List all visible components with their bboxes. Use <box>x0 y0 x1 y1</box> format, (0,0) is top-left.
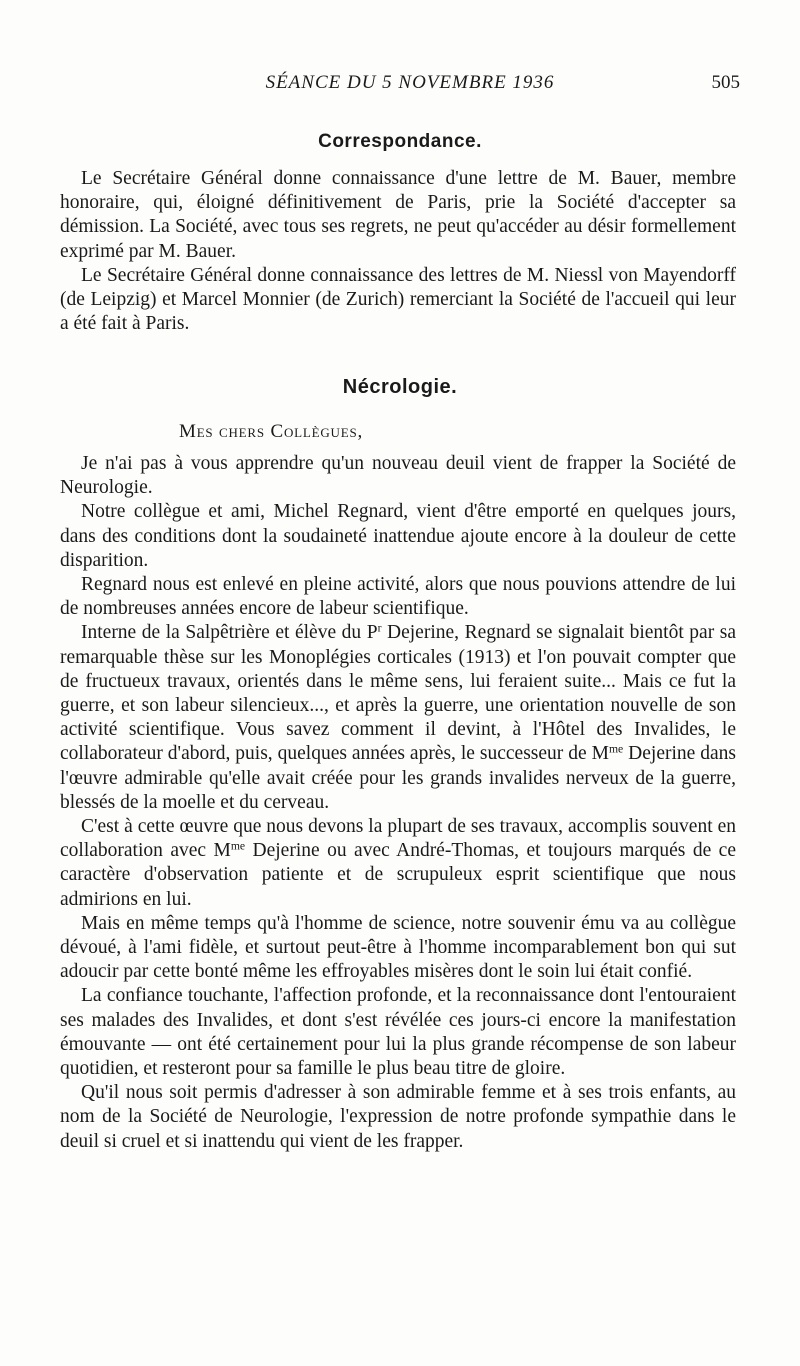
superscript: me <box>608 743 624 757</box>
paragraph: La confiance touchante, l'affection profonde, et la reconnaissance dont l'entouraient ses malades des Invalides, et dont s'est révélée ces jours-ci encore la manifestation émouvante — ont été certainement pour lui la plus grande récompense de son labeur quotidien, et resteront pour sa famille le plus beau titre de gloire. <box>60 985 736 1080</box>
page-number: 505 <box>711 72 740 93</box>
paragraph: Le Secrétaire Général donne connaissance des lettres de M. Niessl von Mayendorff (de Leipzig) et Marcel Monnier (de Zurich) remerciant la Société de l'accueil qui leur a été fait à Paris. <box>60 264 736 335</box>
correspondance-body <box>60 167 736 336</box>
salutation: Mes chers Collègues, <box>179 421 364 442</box>
section-heading-correspondance: Correspondance. <box>318 131 482 152</box>
paragraph: Mais en même temps qu'à l'homme de science, notre souvenir ému va au collègue dévoué, à l'ami fidèle, et surtout peut-être à l'homme incomparablement bon qui sut adoucir par cette bonté même les effroyables misères dont le soin lui était confié. <box>60 912 736 983</box>
text-run: Interne de la Salpêtrière et élève du P <box>81 622 378 644</box>
text-run: Dejerine dans l'œuvre admirable qu'elle avait créée pour les grands invalides nerveux de la guerre, blessés de la moelle et du cerveau. <box>60 743 736 813</box>
text-run: Dejerine ou avec André-Thomas, et toujours marqués de ce caractère d'observation patiente et de scrupuleux esprit scientifique que nous admirions en lui. <box>60 840 736 910</box>
superscript: me <box>230 839 246 853</box>
paragraph <box>60 621 736 815</box>
paragraph: Regnard nous est enlevé en pleine activité, alors que nous pouvions attendre de lui de nombreuses années encore de labeur scientifique. <box>60 574 736 620</box>
section-heading-necrologie: Nécrologie. <box>342 376 458 398</box>
paragraph: Notre collègue et ami, Michel Regnard, vient d'être emporté en quelques jours, dans des conditions dont la soudaineté inattendue ajoute encore à la douleur de cette disparition. <box>60 501 736 571</box>
running-title: SÉANCE DU 5 NOVEMBRE 1936 <box>265 72 555 93</box>
paragraph: Qu'il nous soit permis d'adresser à son admirable femme et à ses trois enfants, au nom de la Société de Neurologie, l'expression de notre profonde sympathie dans le deuil si cruel et si inattendu qui vient de les frapper. <box>60 1082 736 1152</box>
necrologie-body <box>60 452 736 1154</box>
text-run: C'est à cette œuvre que nous devons la plupart de ses travaux, accomplis souvent en collaboration avec M <box>60 816 736 862</box>
superscript: r <box>377 622 382 635</box>
paragraph: Je n'ai pas à vous apprendre qu'un nouveau deuil vient de frapper la Société de Neurologie. <box>60 453 736 499</box>
text-run: Dejerine, Regnard se signalait bientôt par sa remarquable thèse sur les Monoplégies corticales (1913) et l'on pouvait compter que de fructueux travaux, orientés dans le même sens, lui feraient suite... Mais ce fut la guerre, et son labeur silencieux..., et après la guerre, une orientation nouvelle de son activité scientifique. Vous savez comment il devint, à l'Hôtel des Invalides, le collaborateur d'abord, puis, quelques années après, le successeur de M <box>60 622 736 765</box>
running-header <box>80 72 740 100</box>
paragraph: Le Secrétaire Général donne connaissance d'une lettre de M. Bauer, membre honoraire, qui, éloigné définitivement de Paris, prie la Société d'accepter sa démission. La Société, avec tous ses regrets, ne peut qu'accéder au désir formellement exprimé par M. Bauer. <box>60 168 736 262</box>
paragraph <box>60 815 736 912</box>
